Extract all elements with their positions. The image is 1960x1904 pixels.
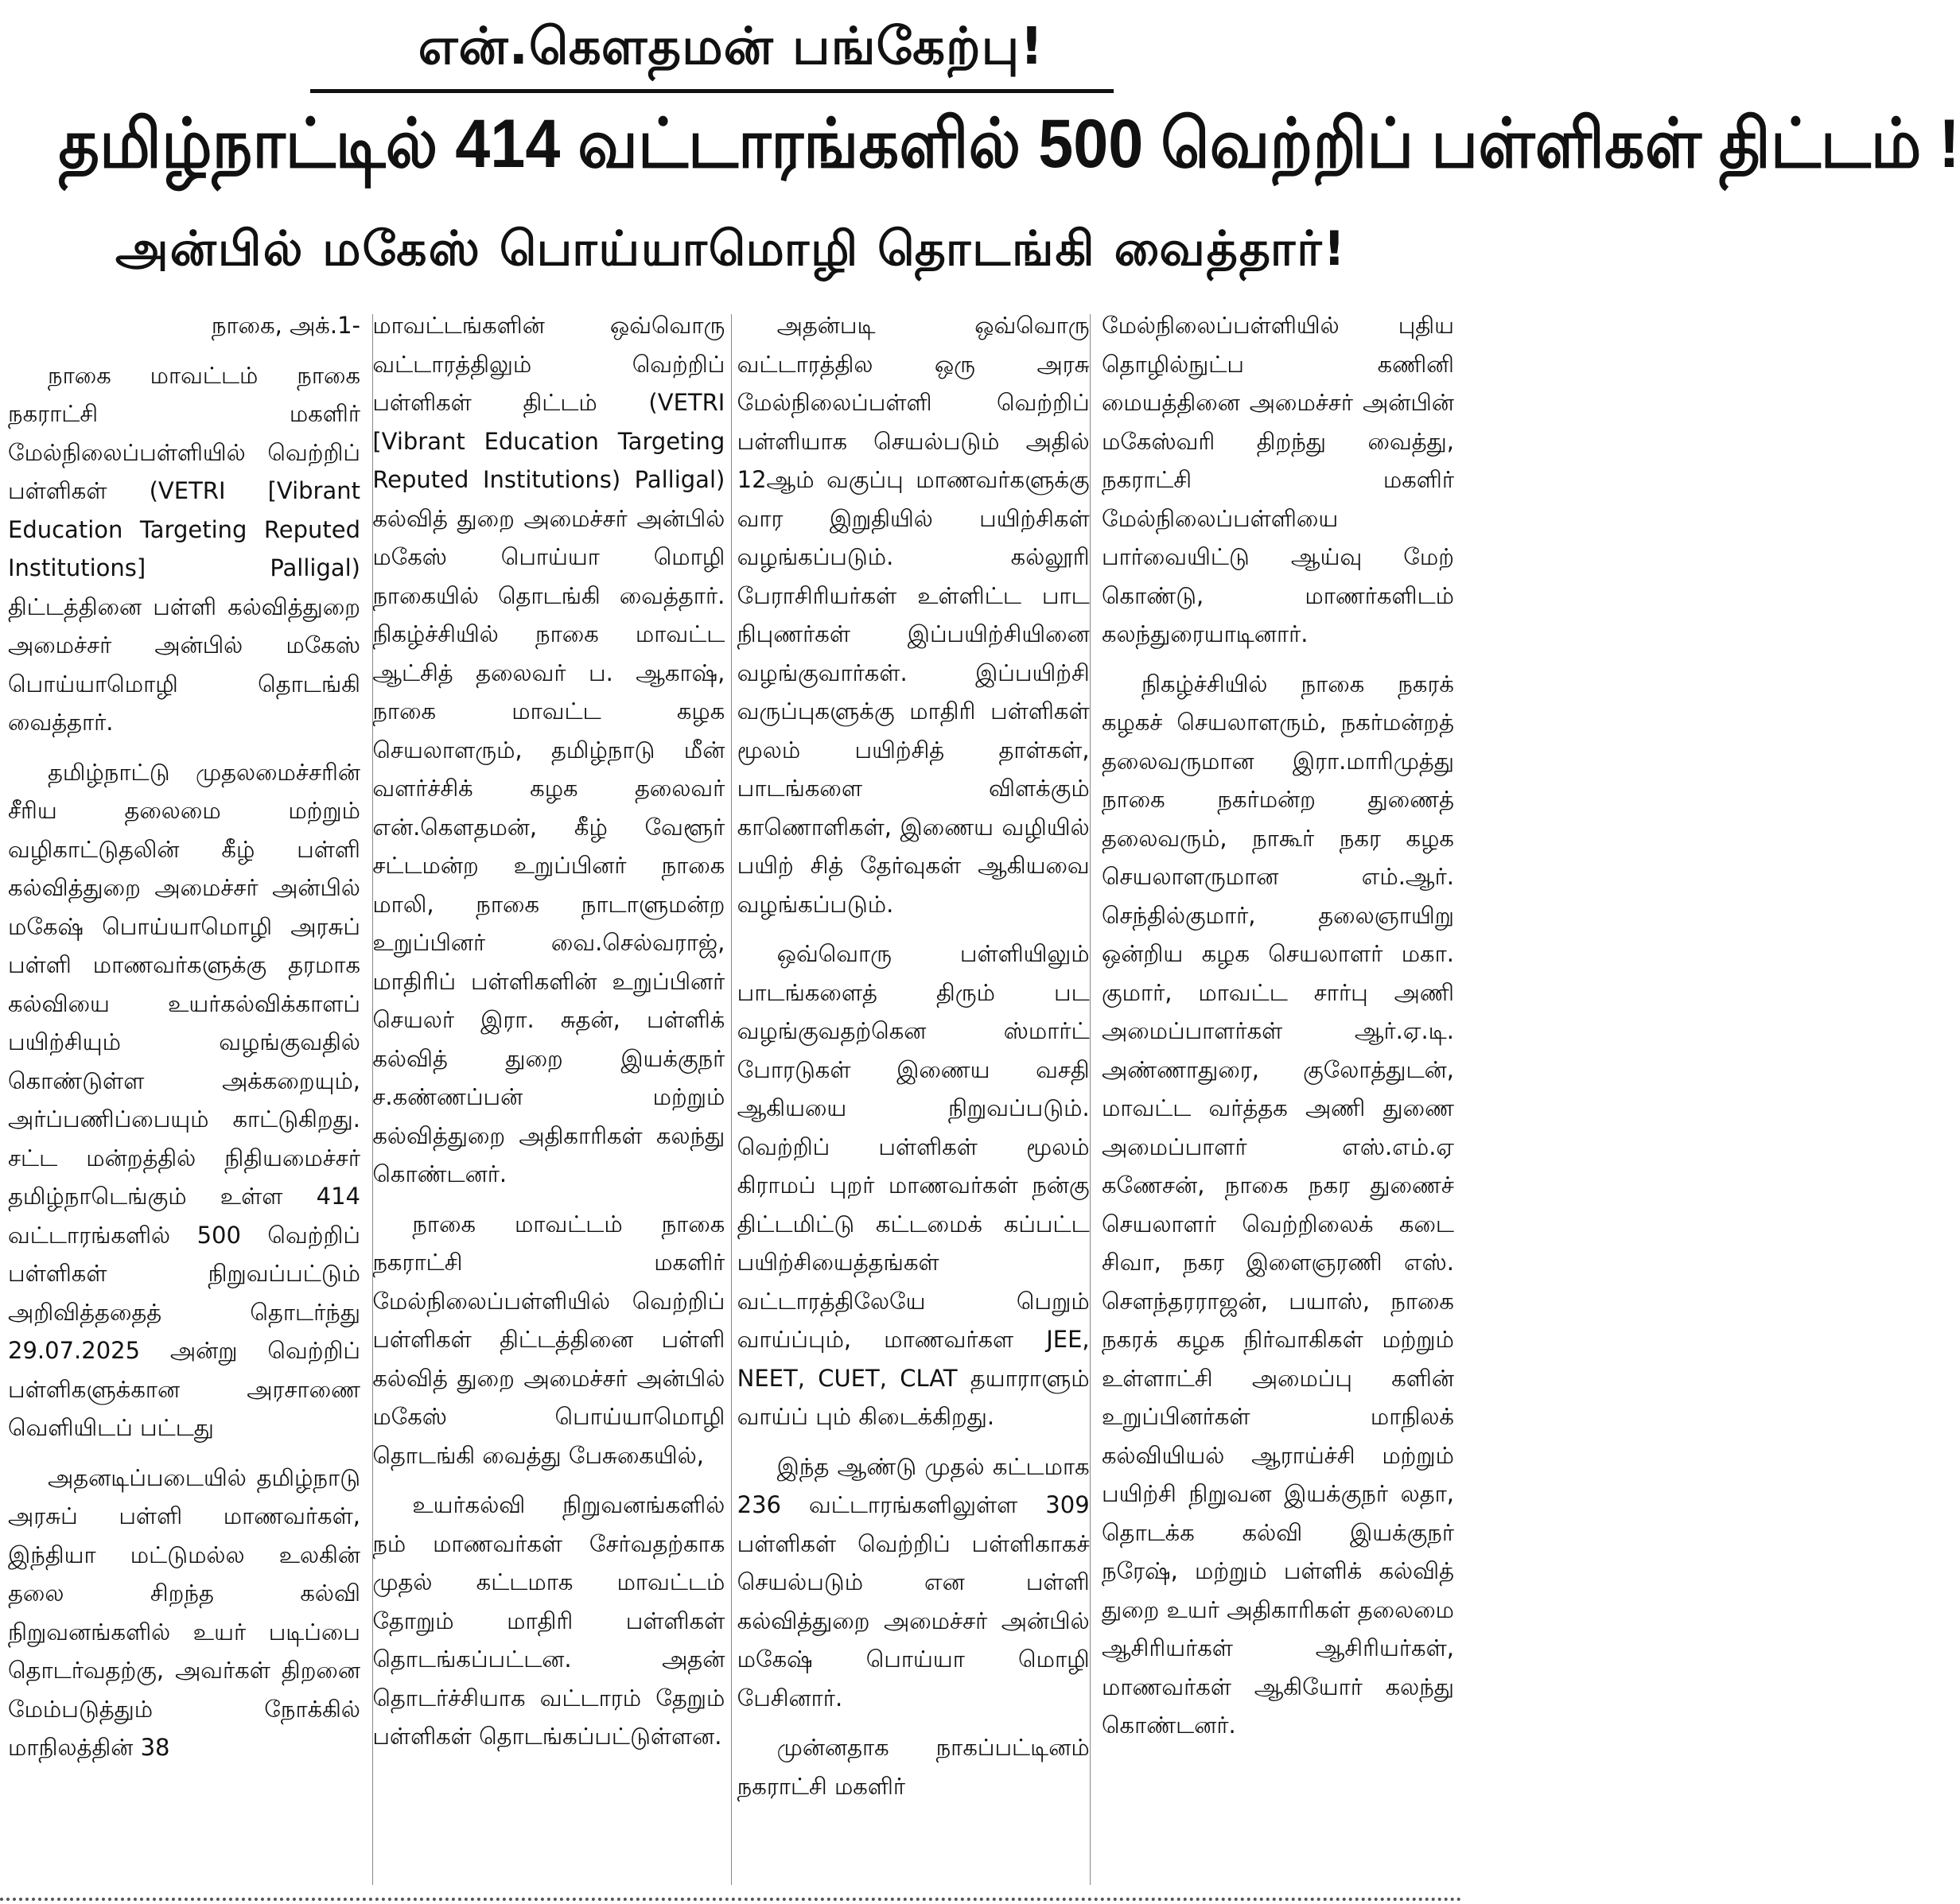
paragraph: நாகை மாவட்டம் நாகை நகராட்சி மகளிர் மேல்நிலைப்பள்ளியில் வெற்றிப் பள்ளிகள் திட்டத்தினை பள்ளி கல்வித் துறை அமைச்சர் அன்பில் மகேஸ் பொய்யாமொழி தொடங்கி வைத்து பேசுகையில், [372,1210,725,1469]
paragraph: மேல்நிலைப்பள்ளியில் புதிய தொழில்நுட்ப கணினி மையத்தினை அமைச்சர் அன்பின் மகேஸ்வரி திறந்து வைத்து, நகராட்சி மகளிர் மேல்நிலைப்பள்ளியை பார்வையிட்டு ஆய்வு மேற் கொண்டு, மாணர்களிடம் கலந்துரையாடினார். [1101,312,1454,647]
column-divider [731,314,732,1885]
article-column-2 [372,306,725,1893]
bottom-border [0,1898,1462,1901]
headline: தமிழ்நாட்டில் 414 வட்டாரங்களில் 500 வெற்றிப் பள்ளிகள் திட்டம் ! [58,106,1960,182]
paragraph: நிகழ்ச்சியில் நாகை நகரக் கழகச் செயலாளரும், நகர்மன்றத் தலைவருமான இரா.மாரிமுத்து நாகை நகர்மன்ற துணைத் தலைவரும், நாகூர் நகர கழக செயலாளருமான எம்.ஆர். செந்தில்குமார், தலைஞாயிறு ஒன்றிய கழக செயலாளர் மகா. குமார், மாவட்ட சார்பு அணி அமைப்பாளர்கள் ஆர்.ஏ.டி. அண்ணாதுரை, குலோத்துடன், மாவட்ட வர்த்தக அணி துணை அமைப்பாளர் எஸ்.எம்.ஏ கணேசன், நாகை நகர துணைச் செயலாளர் வெற்றிலைக் கடை சிவா, நகர இளைஞரணி எஸ். சௌந்தரராஜன், பயாஸ், நாகை நகரக் கழக நிர்வாகிகள் மற்றும் உள்ளாட்சி அமைப்பு களின் உறுப்பினர்கள் மாநிலக் கல்வியியல் ஆராய்ச்சி மற்றும் பயிற்சி நிறுவன இயக்குநர் லதா, தொடக்க கல்வி இயக்குநர் நரேஷ், மற்றும் பள்ளிக் கல்வித் துறை உயர் அதிகாரிகள் தலைமை ஆசிரியர்கள் ஆசிரியர்கள், மாணவர்கள் ஆகியோர் கலந்து கொண்டனர். [1101,670,1454,1739]
article-column-3 [737,306,1090,1893]
kicker-line: என்.கௌதமன் பங்கேற்பு! [418,17,1044,76]
subheadline: அன்பில் மகேஸ் பொய்யாமொழி தொடங்கி வைத்தார்! [115,221,1347,277]
paragraph: மாவட்டங்களின் ஒவ்வொரு வட்டாரத்திலும் வெற்றிப் பள்ளிகள் திட்டம் (VETRI [Vibrant Education Targeting Reputed Institutions) Palligal) கல்வித் துறை அமைச்சர் அன்பில் மகேஸ் பொய்யா மொழி நாகையில் தொடங்கி வைத்தார். நிகழ்ச்சியில் நாகை மாவட்ட ஆட்சித் தலைவர் ப. ஆகாஷ், நாகை மாவட்ட கழக செயலாளரும், தமிழ்நாடு மீன் வளர்ச்சிக் கழக தலைவர் என்.கௌதமன், கீழ் வேளூர் சட்டமன்ற உறுப்பினர் நாகை மாலி, நாகை நாடாளுமன்ற உறுப்பினர் வை.செல்வராஜ், மாதிரிப் பள்ளிகளின் உறுப்பினர் செயலர் இரா. சுதன், பள்ளிக் கல்வித் துறை இயக்குநர் ச.கண்ணப்பன் மற்றும் கல்வித்துறை அதிகாரிகள் கலந்து கொண்டனர். [372,312,725,1187]
article-column-4 [1102,306,1454,1893]
column-divider [1090,314,1091,1885]
article-column-1 [8,306,360,1893]
paragraph: ஒவ்வொரு பள்ளியிலும் பாடங்களைத் திரும் பட வழங்குவதற்கென ஸ்மார்ட் போரடுகள் இணைய வசதி ஆகியயை நிறுவப்படும். வெற்றிப் பள்ளிகள் மூலம் கிராமப் புறர் மாணவர்கள் நன்கு திட்டமிட்டு கட்டமைக் கப்பட்ட பயிற்சியைத்தங்கள் வட்டாரத்திலேயே பெறும் வாய்ப்பும், மாணவர்கள JEE, NEET, CUET, CLAT தயாராளும் வாய்ப் பும் கிடைக்கிறது. [737,940,1090,1430]
column-divider [372,314,373,1885]
paragraph: நாகை மாவட்டம் நாகை நகராட்சி மகளிர் மேல்நிலைப்பள்ளியில் வெற்றிப் பள்ளிகள் (VETRI [Vibrant Education Targeting Reputed Institutions] Palligal) திட்டத்தினை பள்ளி கல்வித்துறை அமைச்சர் அன்பில் மகேஸ் பொய்யாமொழி தொடங்கி வைத்தார். [8,361,360,736]
paragraph: உயர்கல்வி நிறுவனங்களில் நம் மாணவர்கள் சேர்வதற்காக முதல் கட்டமாக மாவட்டம் தோறும் மாதிரி பள்ளிகள் தொடங்கப்பட்டன. அதன் தொடர்ச்சியாக வட்டாரம் தேறும் பள்ளிகள் தொடங்கப்பட்டுள்ளன. [372,1491,725,1750]
paragraph: முன்னதாக நாகப்பட்டினம் நகராட்சி மகளிர் [737,1734,1090,1800]
paragraph: அதனடிப்படையில் தமிழ்நாடு அரசுப் பள்ளி மாணவர்கள், இந்தியா மட்டுமல்ல உலகின் தலை சிறந்த கல்வி நிறுவனங்களில் உயர் படிப்பை தொடர்வதற்கு, அவர்கள் திறனை மேம்படுத்தும் நோக்கில் மாநிலத்தின் 38 [8,1463,360,1761]
paragraph: அதன்படி ஒவ்வொரு வட்டாரத்தில ஒரு அரசு மேல்நிலைப்பள்ளி வெற்றிப் பள்ளியாக செயல்படும் அதில் 12ஆம் வகுப்பு மாணவர்களுக்கு வார இறுதியில் பயிற்சிகள் வழங்கப்படும். கல்லூரி பேராசிரியர்கள் உள்ளிட்ட பாட நிபுணர்கள் இப்பயிற்சியினை வழங்குவார்கள். இப்பயிற்சி வருப்புகளுக்கு மாதிரி பள்ளிகள் மூலம் பயிற்சித் தாள்கள், பாடங்களை விளக்கும் காணொளிகள், இணைய வழியில் பயிற் சித் தேர்வுகள் ஆகியவை வழங்கப்படும். [737,312,1090,918]
dateline: நாகை, அக்.1- [211,312,360,339]
paragraph: தமிழ்நாட்டு முதலமைச்சரின் சீரிய தலைமை மற்றும் வழிகாட்டுதலின் கீழ் பள்ளி கல்வித்துறை அமைச்சர் அன்பில் மகேஷ் பொய்யாமொழி அரசுப் பள்ளி மாணவர்களுக்கு தரமாக கல்வியை உயர்கல்விக்காளப் பயிற்சியும் வழங்குவதில் கொண்டுள்ள அக்கறையும், அர்ப்பணிப்பையும் காட்டுகிறது. சட்ட மன்றத்தில் நிதியமைச்சர் தமிழ்நாடெங்கும் உள்ள 414 வட்டாரங்களில் 500 வெற்றிப் பள்ளிகள் நிறுவப்பட்டும் அறிவித்ததைத் தொடர்ந்து 29.07.2025 அன்று வெற்றிப் பள்ளிகளுக்கான அரசாணை வெளியிடப் பட்டது [8,758,360,1441]
paragraph: இந்த ஆண்டு முதல் கட்டமாக 236 வட்டாரங்களிலுள்ள 309 பள்ளிகள் வெற்றிப் பள்ளிகாகச் செயல்படும் என பள்ளி கல்வித்துறை அமைச்சர் அன்பில் மகேஷ் பொய்யா மொழி பேசினார். [737,1452,1090,1712]
kicker-underline [310,89,1114,93]
